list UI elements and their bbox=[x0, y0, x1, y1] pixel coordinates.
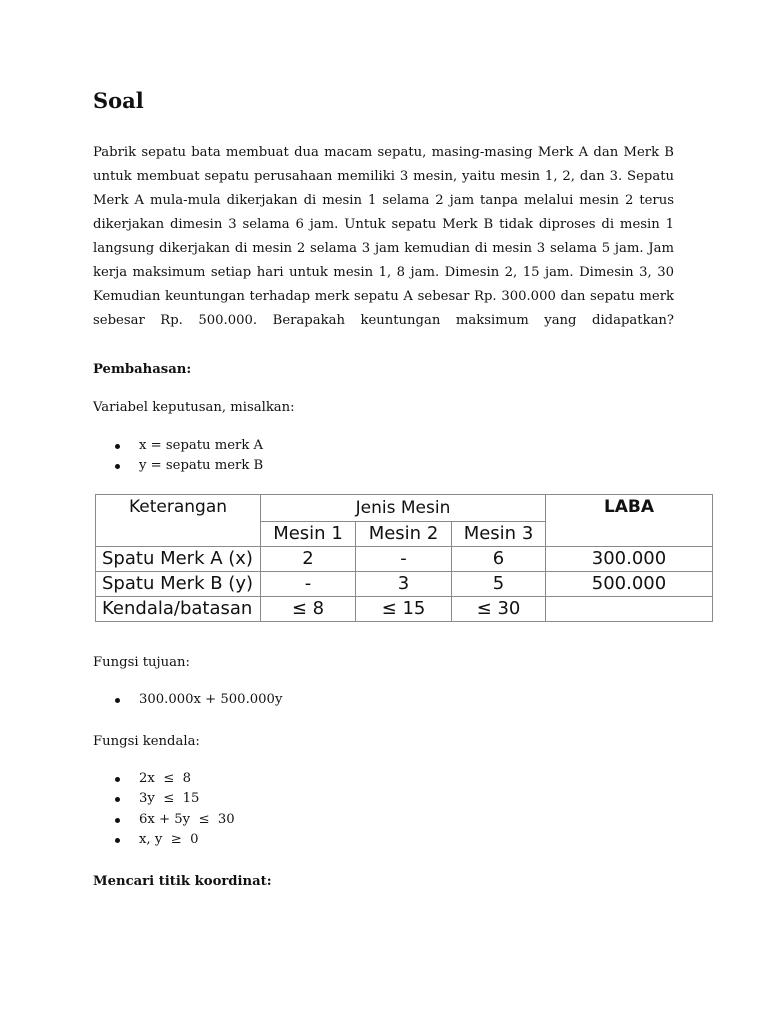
problem-line: Merk A mula-mula dikerjakan di mesin 1 selama 2 jam tanpa melalui mesin 2 terus bbox=[93, 193, 674, 208]
mencari-heading: Mencari titik koordinat: bbox=[93, 874, 272, 889]
row-label: Spatu Merk B (y) bbox=[96, 572, 261, 597]
cell-mesin-3: ≤ 30 bbox=[452, 597, 546, 622]
problem-line: kerja maksimum setiap hari untuk mesin 1, 8 jam. Dimesin 2, 15 jam. Dimesin 3, 30 bbox=[93, 265, 674, 280]
problem-line: sebesar Rp. 500.000. Berapakah keuntungan maksimum yang didapatkan? bbox=[93, 313, 674, 328]
header-jenis-mesin: Jenis Mesin bbox=[261, 495, 546, 522]
bullet-icon bbox=[115, 464, 120, 469]
list-item: y = sepatu merk B bbox=[93, 456, 263, 476]
table-row bbox=[96, 572, 713, 597]
problem-line: Pabrik sepatu bata membuat dua macam sepatu, masing-masing Merk A dan Merk B bbox=[93, 145, 674, 160]
list-item: 2x ≤ 8 bbox=[93, 769, 235, 789]
cell-mesin-3: 5 bbox=[452, 572, 546, 597]
list-item: 6x + 5y ≤ 30 bbox=[93, 810, 235, 830]
row-label: Kendala/batasan bbox=[96, 597, 261, 622]
machine-table bbox=[95, 494, 713, 622]
subheader-mesin-1: Mesin 1 bbox=[261, 522, 356, 547]
table-row bbox=[96, 597, 713, 622]
problem-line: dikerjakan dimesin 3 selama 6 jam. Untuk sepatu Merk B tidak diproses di mesin 1 bbox=[93, 217, 674, 232]
header-laba: LABA bbox=[546, 495, 713, 547]
table-row bbox=[96, 547, 713, 572]
bullet-icon bbox=[115, 444, 120, 449]
list-item: x = sepatu merk A bbox=[93, 436, 263, 456]
cell-mesin-2: - bbox=[356, 547, 452, 572]
fungsi-tujuan-label: Fungsi tujuan: bbox=[93, 655, 190, 670]
fungsi-kendala-list bbox=[93, 769, 235, 851]
cell-laba: 500.000 bbox=[546, 572, 713, 597]
list-item: x, y ≥ 0 bbox=[93, 830, 235, 850]
subheader-mesin-3: Mesin 3 bbox=[452, 522, 546, 547]
bullet-icon bbox=[115, 838, 120, 843]
bullet-icon bbox=[115, 777, 120, 782]
row-label: Spatu Merk A (x) bbox=[96, 547, 261, 572]
header-keterangan: Keterangan bbox=[96, 495, 261, 547]
subheader-mesin-2: Mesin 2 bbox=[356, 522, 452, 547]
cell-mesin-2: 3 bbox=[356, 572, 452, 597]
variabel-label: Variabel keputusan, misalkan: bbox=[93, 400, 295, 415]
problem-line: untuk membuat sepatu perusahaan memiliki 3 mesin, yaitu mesin 1, 2, dan 3. Sepatu bbox=[93, 169, 674, 184]
cell-mesin-1: - bbox=[261, 572, 356, 597]
page-title: Soal bbox=[93, 88, 144, 113]
problem-line: Kemudian keuntungan terhadap merk sepatu A sebesar Rp. 300.000 dan sepatu merk bbox=[93, 289, 674, 304]
fungsi-kendala-label: Fungsi kendala: bbox=[93, 734, 200, 749]
cell-mesin-3: 6 bbox=[452, 547, 546, 572]
list-item: 3y ≤ 15 bbox=[93, 789, 235, 809]
cell-mesin-1: 2 bbox=[261, 547, 356, 572]
bullet-icon bbox=[115, 818, 120, 823]
bullet-icon bbox=[115, 797, 120, 802]
cell-laba bbox=[546, 597, 713, 622]
list-item: 300.000x + 500.000y bbox=[93, 690, 282, 710]
cell-mesin-1: ≤ 8 bbox=[261, 597, 356, 622]
problem-line: langsung dikerjakan di mesin 2 selama 3 jam kemudian di mesin 3 selama 5 jam. Jam bbox=[93, 241, 674, 256]
cell-laba: 300.000 bbox=[546, 547, 713, 572]
bullet-icon bbox=[115, 698, 120, 703]
fungsi-tujuan-list bbox=[93, 690, 282, 710]
variables-list bbox=[93, 436, 263, 477]
cell-mesin-2: ≤ 15 bbox=[356, 597, 452, 622]
pembahasan-heading: Pembahasan: bbox=[93, 362, 192, 377]
